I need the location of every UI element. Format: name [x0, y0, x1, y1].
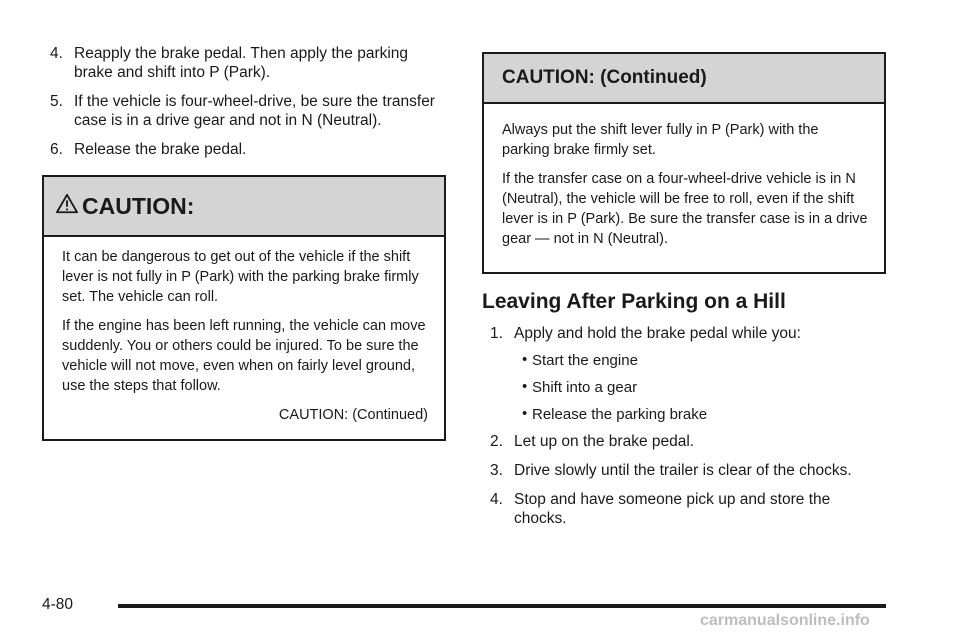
- step-number: 4.: [490, 491, 503, 508]
- caution-continued-label: CAUTION: (Continued): [278, 407, 428, 423]
- caution-title: CAUTION:: [82, 192, 195, 219]
- caution-continued-box: [482, 52, 886, 274]
- step-text: Stop and have someone pick up and store the chocks.: [514, 491, 831, 527]
- step-text: If the vehicle is four-wheel-drive, be sure the transfer case is in a drive gear and not in N (Neutral).: [74, 93, 435, 129]
- right-column: [482, 52, 886, 538]
- step-text: Apply and hold the brake pedal while you:: [514, 325, 801, 342]
- list-item: [482, 461, 886, 480]
- caution-paragraph: If the transfer case on a four-wheel-drive vehicle is in N (Neutral), the vehicle will be free to roll, even if the shift lever is in P (Park). Be sure the transfer case is in a drive gear — not in N (Neutral).: [502, 171, 868, 247]
- hill-steps-list-continued: [482, 432, 886, 528]
- bullet-item: • Start the engine: [482, 351, 886, 370]
- left-column: [42, 44, 446, 441]
- bullet-item: • Shift into a gear: [482, 378, 886, 397]
- warning-triangle-icon: [56, 193, 78, 215]
- hill-steps-list: [482, 324, 886, 343]
- step-text: Reapply the brake pedal. Then apply the parking brake and shift into P (Park).: [74, 45, 409, 81]
- list-item: [482, 490, 886, 528]
- step-text: Release the brake pedal.: [74, 141, 247, 158]
- step-number: 6.: [50, 141, 63, 158]
- section-heading: Leaving After Parking on a Hill: [482, 290, 786, 313]
- caution-body: [44, 237, 444, 439]
- step-text: Drive slowly until the trailer is clear of the chocks.: [514, 462, 852, 479]
- step-number: 1.: [490, 325, 503, 342]
- footer-rule: [118, 604, 886, 608]
- list-item: [482, 432, 886, 451]
- list-item: [42, 44, 446, 82]
- list-item: [42, 140, 446, 159]
- bullet-item: • Release the parking brake: [482, 405, 886, 424]
- step-number: 2.: [490, 433, 503, 450]
- watermark: carmanualsonline.info: [700, 612, 870, 629]
- caution-paragraph: It can be dangerous to get out of the vehicle if the shift lever is not fully in P (Park) with the parking brake firmly set. The vehicle can roll.: [62, 249, 419, 305]
- step-number: 4.: [50, 45, 63, 62]
- page-number: 4-80: [42, 596, 74, 613]
- caution-continued-header: [484, 54, 884, 104]
- bullet-list: [482, 351, 886, 424]
- step-text: Let up on the brake pedal.: [514, 433, 695, 450]
- caution-paragraph: If the engine has been left running, the vehicle can move suddenly. You or others could be injured. To be sure the vehicle will not move, even when on fairly level ground, use the steps that follow.: [62, 318, 426, 394]
- caution-continued-body: [484, 104, 884, 272]
- step-number: 3.: [490, 462, 503, 479]
- parking-steps-list: [42, 44, 446, 159]
- caution-paragraph: Always put the shift lever fully in P (Park) with the parking brake firmly set.: [502, 122, 819, 158]
- caution-header: [44, 177, 444, 237]
- list-item: [482, 324, 886, 343]
- caution-box: [42, 175, 446, 441]
- list-item: [42, 92, 446, 130]
- step-number: 5.: [50, 93, 63, 110]
- caution-continued-title: CAUTION: (Continued): [502, 67, 707, 88]
